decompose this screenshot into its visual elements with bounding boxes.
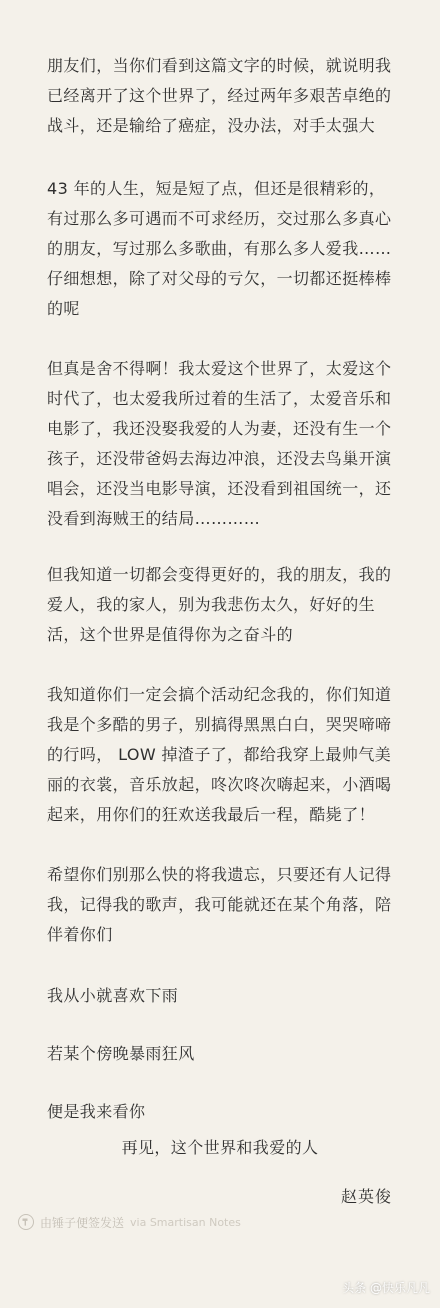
farewell-line: 再见，这个世界和我爱的人 <box>121 1138 319 1157</box>
via-label: via Smartisan Notes <box>130 1215 241 1229</box>
paragraph-5: 我知道你们一定会搞个活动纪念我的，你们知道我是个多酷的男子，别搞得黑黑白白，哭哭啼啼的行吗， LOW 掉渣子了，都给我穿上最帅气美丽的衣裳，音乐放起，咚次咚次嗨起来，小酒喝起来，用你们的狂欢送我最后一程，酷毙了！ <box>47 685 392 824</box>
source-footer <box>18 1212 241 1232</box>
paragraph-1: 朋友们，当你们看到这篇文字的时候，就说明我已经离开了这个世界了，经过两年多艰苦卓绝的战斗，还是输给了癌症，没办法，对手太强大 <box>47 56 392 135</box>
watermark: 头条 @快乐凡凡 <box>342 1281 430 1295</box>
signature: 赵英俊 <box>340 1187 392 1206</box>
poem-line-3: 便是我来看你 <box>47 1102 146 1121</box>
poem-line-2: 若某个傍晚暴雨狂风 <box>47 1044 195 1063</box>
paragraph-2: 43 年的人生，短是短了点，但还是很精彩的，有过那么多可遇而不可求经历，交过那么多真心的朋友，写过那么多歌曲，有那么多人爱我……仔细想想，除了对父母的亏欠，一切都还挺棒棒的呢 <box>47 179 392 318</box>
smartisan-logo-icon <box>18 1214 34 1230</box>
poem-line-1: 我从小就喜欢下雨 <box>47 986 179 1005</box>
source-label: 由锤子便签发送 <box>40 1215 125 1230</box>
paragraph-6: 希望你们别那么快的将我遗忘，只要还有人记得我，记得我的歌声，我可能就还在某个角落，陪伴着你们 <box>47 865 392 944</box>
paragraph-3: 但真是舍不得啊！我太爱这个世界了，太爱这个时代了，也太爱我所过着的生活了，太爱音乐和电影了，我还没娶我爱的人为妻，还没有生一个孩子，还没带爸妈去海边冲浪，还没去鸟巢开演唱会，还没当电影导演，还没看到祖国统一，还没看到海贼王的结局………… <box>47 359 392 528</box>
paragraph-4: 但我知道一切都会变得更好的，我的朋友，我的爱人，我的家人，别为我悲伤太久，好好的生活，这个世界是值得你为之奋斗的 <box>47 565 392 644</box>
